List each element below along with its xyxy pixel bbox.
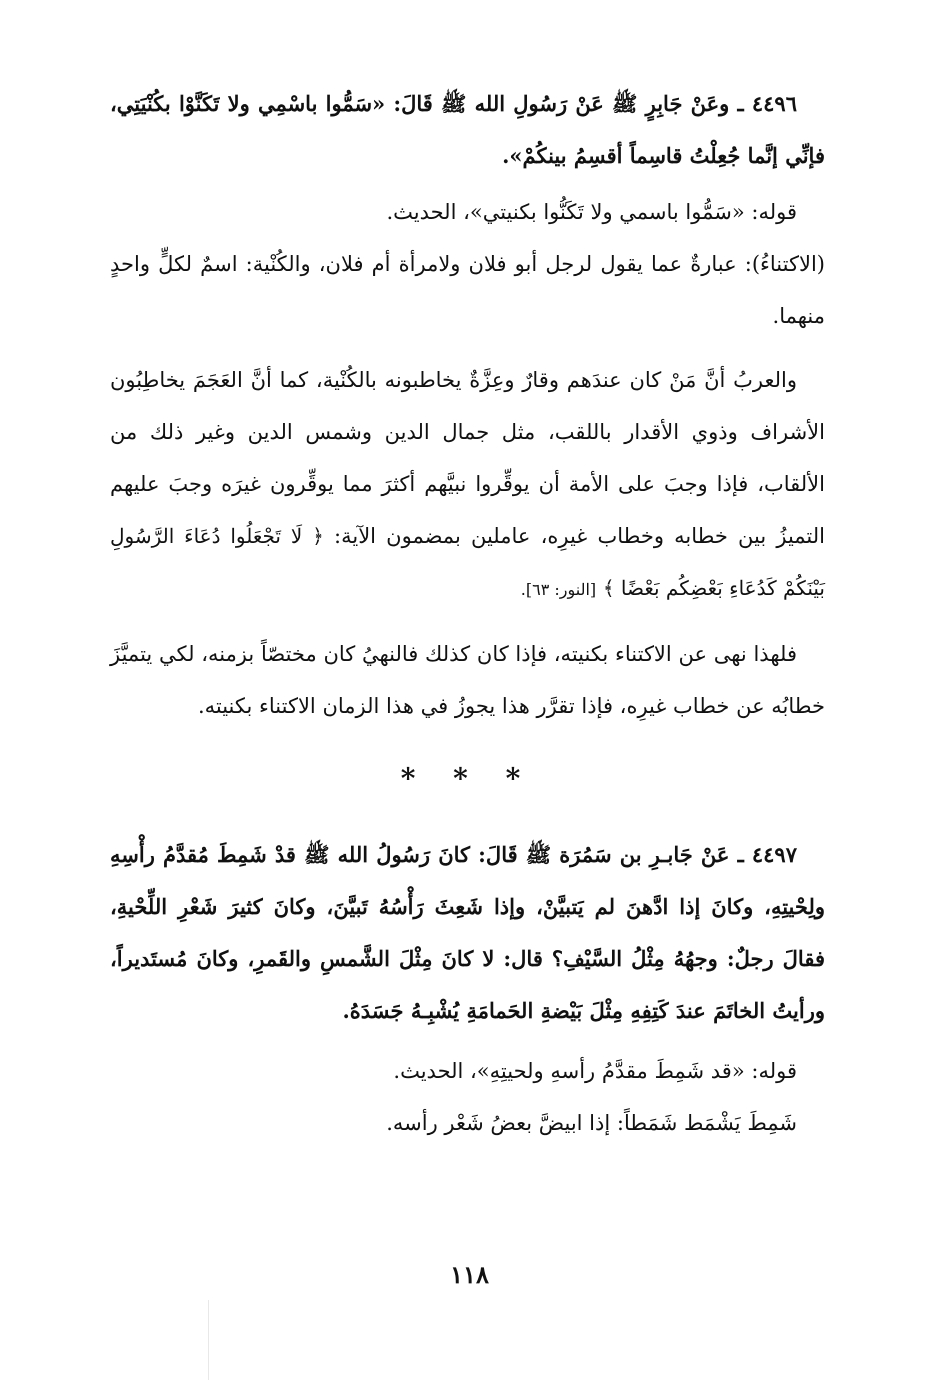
page-body [110, 78, 825, 1149]
ayah-reference: [النور: ٦٣]. [520, 580, 597, 599]
hadith-4496-definition: (الاكتناءُ): عبارةٌ عما يقول لرجل أبو فلان ولامرأة أم فلان، والكُنْية: اسمٌ لكلٍّ واحدٍ منهما. [110, 252, 825, 328]
scan-margin-line [208, 1300, 209, 1380]
hadith-4496-text: ٤٤٩٦ ـ وعَنْ جَابِرٍ ﷺ عَنْ رَسُولِ الله ﷺ قَالَ: «سَمُّوا باسْمِي ولا تَكَنَّوْا بكُنْيَتِي، فإنِّي إنَّما جُعِلْتُ قاسِماً أقسِمُ بينكُمْ». [110, 91, 825, 168]
page-number: ١١٨ [450, 1260, 489, 1289]
hadith-4497-text: ٤٤٩٧ ـ عَنْ جَابـرِ بن سَمُرَة ﷺ قَالَ: كانَ رَسُولُ الله ﷺ قدْ شَمِطَ مُقدَّمُ رأْسِهِ ولِحْيتِهِ، وكانَ إذا ادَّهنَ لم يَتبيَّنْ، وإذا شَعِثَ رَأْسُهُ تَبيَّنَ، وكانَ كثيرَ شَعْرِ اللِّحْيةِ، فقالَ رجلٌ: وجهُهُ مِثْلُ السَّيْفِ؟ قال: لا كانَ مِثْلَ الشَّمسِ والقَمرِ، وكانَ مُستَديراً، ورأيتُ الخاتَمَ عندَ كَتِفِهِ مِثْلَ بَيْضةِ الحَمامَةِ يُشْبِـهُ جَسَدَهُ. [110, 842, 825, 1023]
section-separator: * * * [400, 762, 535, 795]
explanation-text: والعربُ أنَّ مَنْ كان عندَهم وقارٌ وعِزَّةٌ يخاطبونه بالكُنْية، كما أنَّ العَجَمَ يخاطِبُون الأشراف وذوي الأقدار باللقب، مثل جمال الدين وشمس الدين وغير ذلك من الألقاب، فإذا وجبَ على الأمة أن يوقِّروا نبيَّهم أكثرَ مما يوقِّرون غيرَه وجبَ عليهم التميزُ بين خطابه وخطاب غيرِه، عاملين بمضمون الآية: [110, 368, 825, 548]
hadith-4497-definition: شَمِطَ يَشْمَط شَمَطاً: إذا ابيضَّ بعضُ شَعْر رأسه. [386, 1111, 797, 1135]
hadith-4497-commentary-quote: قوله: «قد شَمِطَ مقدَّمُ رأسهِ ولحيتِهِ»، الحديث. [393, 1059, 797, 1083]
quran-ayah: ﴿ لَا تَجْعَلُوا دُعَاءَ الرَّسُولِ بَيْنَكُمْ كَدُعَاءِ بَعْضِكُم بَعْضًا ﴾ [110, 524, 825, 600]
hadith-4496-explanation [110, 354, 825, 616]
hadith-4496-commentary-quote: قوله: «سَمُّوا باسمي ولا تَكَنُّوا بكنيتي»، الحديث. [386, 200, 797, 224]
hadith-4496-conclusion: فلهذا نهى عن الاكتناء بكنيته، فإذا كان كذلك فالنهيُ كان مختصّاً بزمنه، لكي يتميَّزَ خطابُه عن خطاب غيرِه، فإذا تقرَّر هذا يجوزُ في هذا الزمان الاكتناء بكنيته. [110, 642, 825, 718]
